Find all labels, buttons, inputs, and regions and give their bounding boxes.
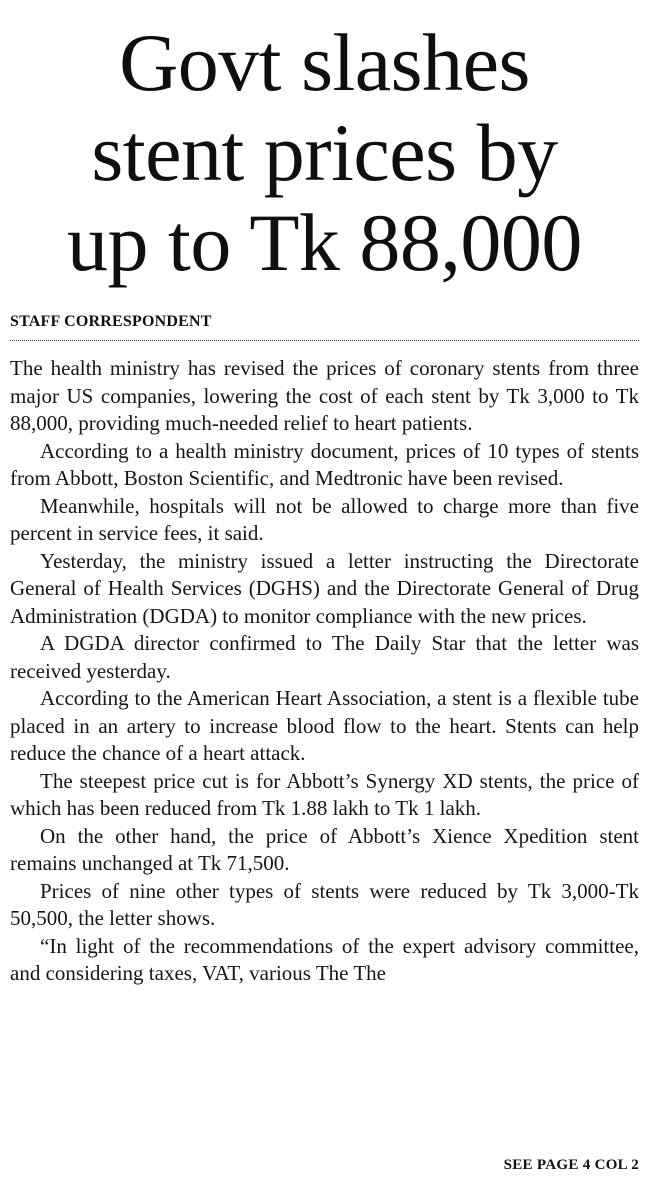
paragraph: Prices of nine other types of stents were reduced by Tk 3,000-Tk 50,500, the letter shows. — [10, 878, 639, 930]
paragraph: The steepest price cut is for Abbott’s Synergy XD stents, the price of which has been reduced from Tk 1.88 lakh to Tk 1 lakh. — [10, 768, 639, 820]
paragraph: According to the American Heart Association, a stent is a flexible tube placed in an artery to increase blood flow to the heart. Stents can help reduce the chance of a heart attack. — [10, 686, 639, 765]
paragraph: Yesterday, the ministry issued a letter instructing the Directorate General of Health Services (DGHS) and the Directorate General of Drug Administration (DGDA) to monitor compliance with the new prices. — [10, 548, 639, 628]
dotted-divider — [10, 340, 639, 341]
headline-line: up to Tk 88,000 — [67, 197, 582, 288]
paragraph: On the other hand, the price of Abbott’s Xience Xpedition stent remains unchanged at Tk 71,500. — [10, 823, 639, 875]
headline-line: stent prices by — [91, 107, 558, 198]
article-body — [10, 355, 639, 988]
paragraph: “In light of the recommendations of the expert advisory committee, and considering taxes, VAT, various The The — [10, 933, 639, 985]
headline — [10, 18, 639, 290]
paragraph: Meanwhile, hospitals will not be allowed to charge more than five percent in service fees, it said. — [10, 493, 639, 545]
paragraph: A DGDA director confirmed to The Daily Star that the letter was received yesterday. — [10, 631, 639, 683]
article — [10, 18, 639, 988]
paragraph: According to a health ministry document, prices of 10 types of stents from Abbott, Boston Scientific, and Medtronic have been revised. — [10, 438, 639, 490]
byline: STAFF CORRESPONDENT — [10, 313, 212, 330]
continuation-link[interactable]: SEE PAGE 4 COL 2 — [503, 1157, 639, 1173]
headline-line: Govt slashes — [119, 18, 530, 108]
paragraph: The health ministry has revised the prices of coronary stents from three major US companies, lowering the cost of each stent by Tk 3,000 to Tk 88,000, providing much-needed relief to heart patients. — [10, 356, 639, 435]
